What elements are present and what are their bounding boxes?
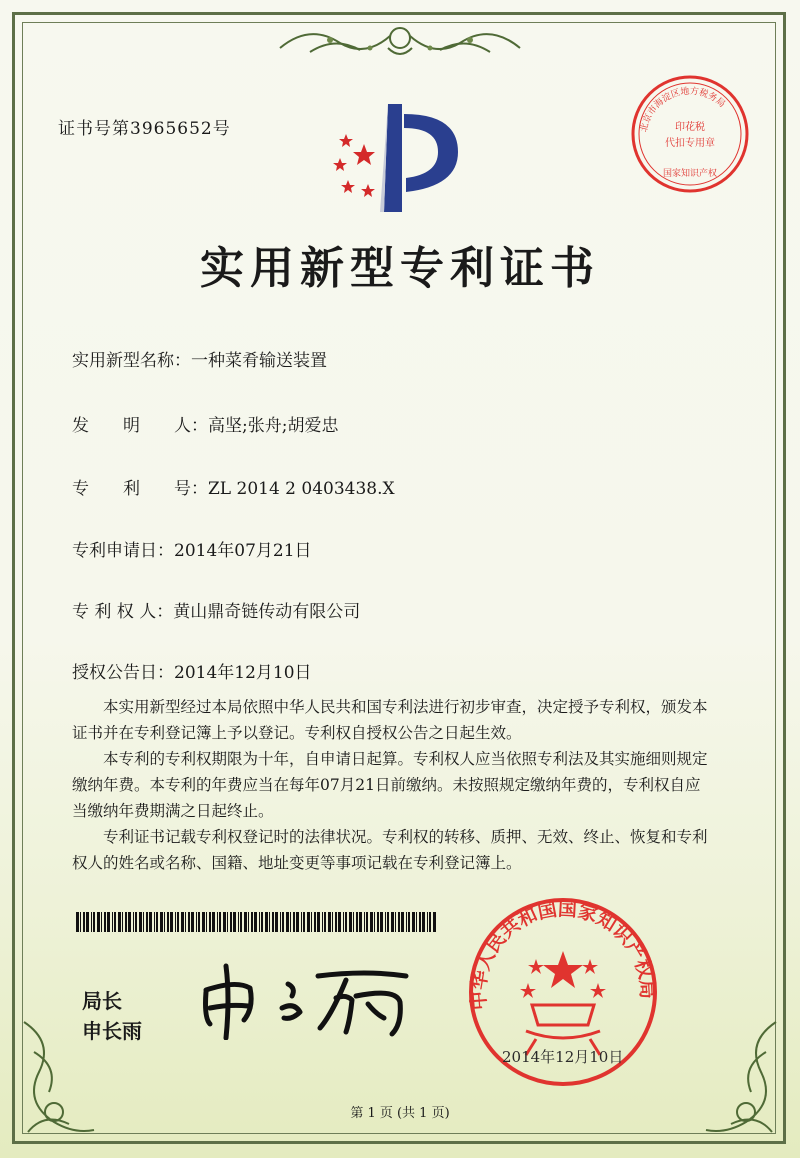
- field-patentee: [72, 597, 360, 622]
- barcode-icon: [76, 912, 438, 932]
- seal-date: 2014年12月10日: [502, 1048, 624, 1066]
- field-filing-date: [72, 536, 312, 561]
- field-inventor: [72, 411, 338, 436]
- field-label: 发 明 人：: [72, 416, 208, 436]
- field-value: ZL 2014 2 0403438.X: [208, 479, 395, 499]
- certificate-number: 证书号第3965652号: [58, 119, 231, 139]
- svg-text:北京市海淀区地方税务局: 北京市海淀区地方税务局: [639, 86, 727, 134]
- svg-text:印花税: 印花税: [675, 122, 705, 133]
- svg-text:代扣专用章: 代扣专用章: [665, 138, 715, 149]
- paragraph-grant: 本实用新型经过本局依照中华人民共和国专利法进行初步审查，决定授予专利权，颁发本证书并在专利登记簿上予以登记。专利权自授权公告之日起生效。: [72, 698, 708, 742]
- paragraph-legal-status: 专利证书记载专利权登记时的法律状况。专利权的转移、质押、无效、终止、恢复和专利权人的姓名或名称、国籍、地址变更等事项记载在专利登记簿上。: [72, 828, 708, 872]
- svg-text:中华人民共和国国家知识产权局: 中华人民共和国国家知识产权局: [467, 898, 659, 1011]
- field-value: 高坚;张舟;胡爱忠: [208, 416, 339, 436]
- field-label: 专利申请日：: [72, 541, 174, 561]
- svg-text:国家知识产权: 国家知识产权: [662, 169, 718, 179]
- field-label: 实用新型名称：: [72, 351, 191, 371]
- director-title: 局长: [82, 989, 122, 1013]
- paragraph-term: 本专利的专利权期限为十年，自申请日起算。专利权人应当依照专利法及其实施细则规定缴纳年费。本专利的年费应当在每年07月21日前缴纳。未按照规定缴纳年费的，专利权自应当缴纳年费期满之日起终止。: [72, 750, 708, 820]
- field-label: 授权公告日：: [72, 663, 174, 683]
- director-name: 申长雨: [82, 1019, 142, 1043]
- tax-stamp-seal-icon: [628, 72, 752, 196]
- director-signature-icon: [196, 958, 416, 1040]
- field-label: 专 利 权 人：: [72, 602, 174, 622]
- field-label: 专 利 号：: [72, 479, 208, 499]
- field-grant-date: [72, 658, 312, 683]
- body-text: [72, 694, 712, 876]
- certificate-title: 实用新型专利证书: [200, 243, 600, 294]
- field-value: 一种菜肴输送装置: [191, 351, 327, 371]
- field-value: 2014年07月21日: [174, 541, 312, 561]
- field-utility-model-name: [72, 346, 327, 371]
- cnipa-logo-icon: [326, 100, 476, 212]
- field-patent-number: [72, 474, 395, 499]
- field-value: 2014年12月10日: [174, 663, 312, 683]
- bottom-right-ornament: [696, 1012, 786, 1144]
- top-ornament: [270, 18, 530, 62]
- field-value: 黄山鼎奇链传动有限公司: [173, 602, 361, 622]
- page-footer: 第 1 页 (共 1 页): [350, 1106, 450, 1121]
